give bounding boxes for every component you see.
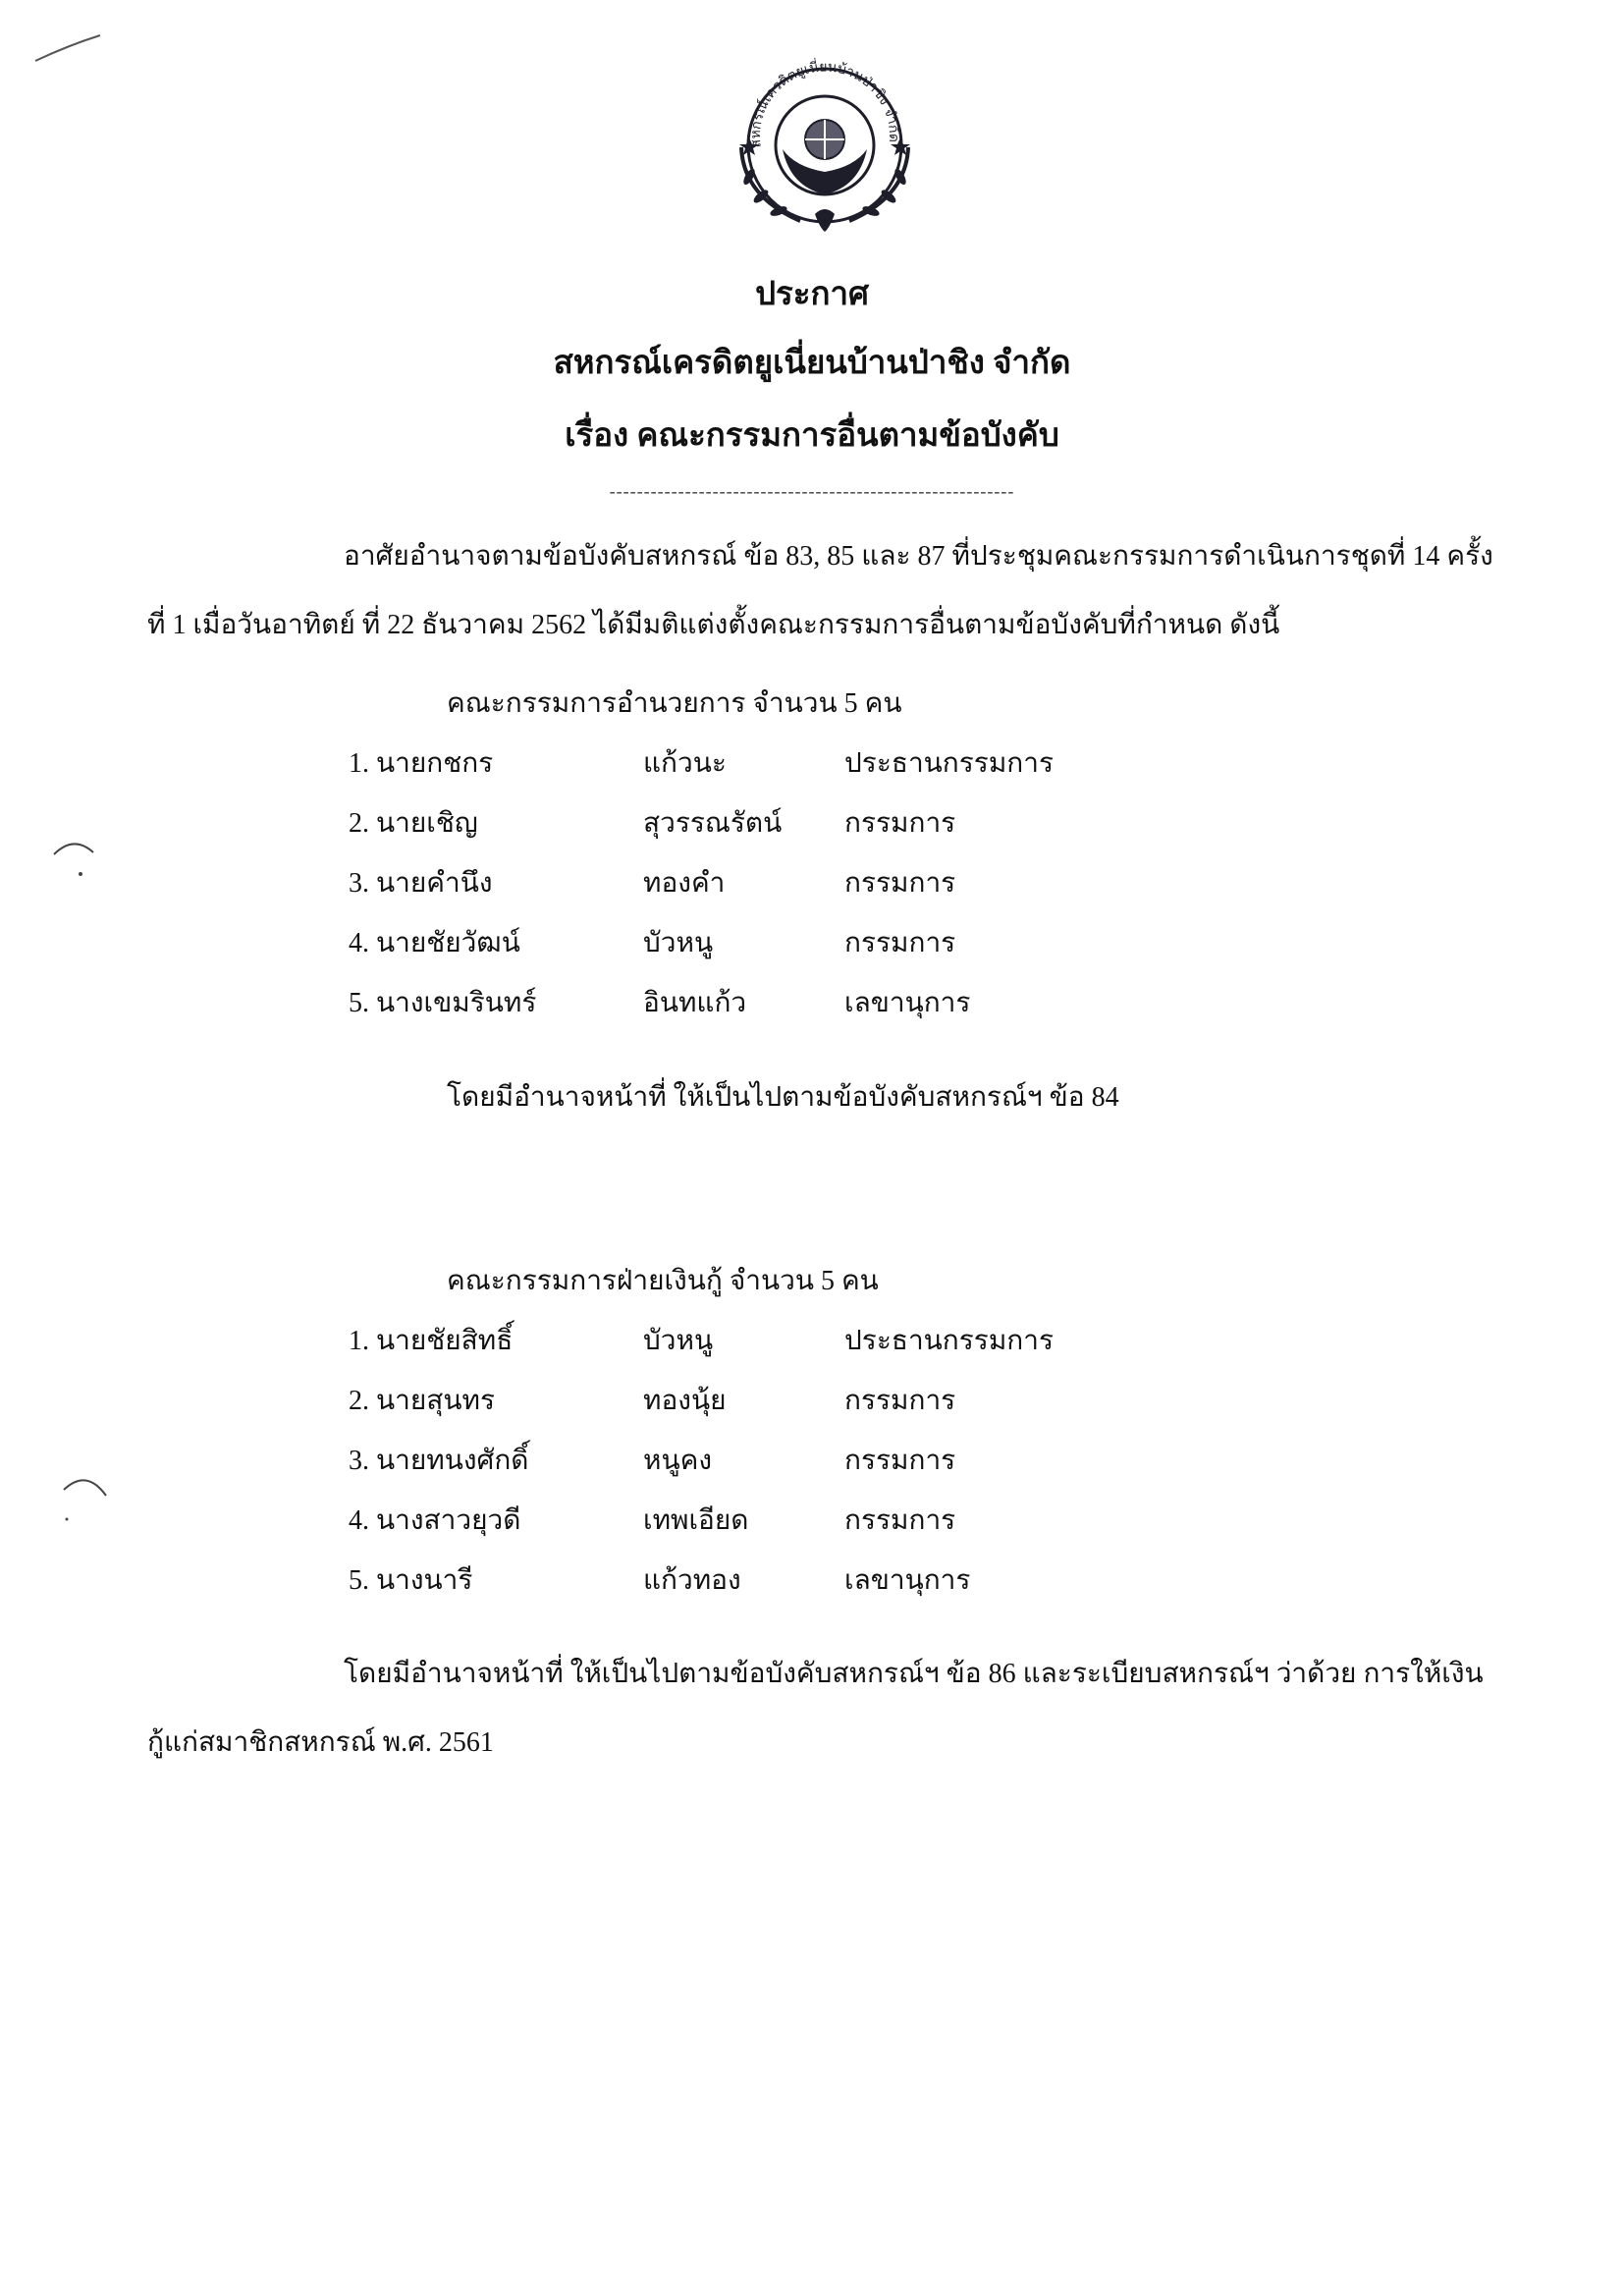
member-surname: หนูคง	[643, 1446, 712, 1476]
member-role: กรรมการ	[844, 1446, 956, 1476]
member-surname: แก้วทอง	[643, 1565, 741, 1596]
announcement-heading: ประกาศ	[755, 277, 869, 312]
member-role: กรรมการ	[844, 928, 956, 958]
member-surname: สุวรรณรัตน์	[643, 808, 783, 839]
member-role: ประธานกรรมการ	[844, 1326, 1055, 1356]
member-role: กรรมการ	[844, 808, 956, 839]
member-role: กรรมการ	[844, 1386, 956, 1416]
pen-stroke-mark	[29, 29, 108, 69]
subject-line: เรื่อง คณะกรรมการอื่นตามข้อบังคับ	[565, 418, 1059, 454]
organization-name: สหกรณ์เครดิตยูเนี่ยนบ้านป่าชิง จำกัด	[553, 346, 1071, 381]
member-surname: แก้วนะ	[643, 748, 727, 779]
member-role: กรรมการ	[844, 868, 956, 899]
member-role: เลขานุการ	[844, 988, 971, 1018]
member-surname: บัวหนู	[643, 928, 714, 958]
seal-ring-text: สหกรณ์เครดิตยูเนี่ยนบ้านป่าชิง จำกัด	[747, 59, 902, 149]
member-name: 3. นายทนงศักดิ์	[349, 1446, 529, 1476]
member-surname: อินทแก้ว	[643, 988, 747, 1018]
member-surname: บัวหนู	[643, 1326, 714, 1356]
member-name: 5. นางนารี	[349, 1565, 473, 1596]
member-surname: เทพเอียด	[643, 1505, 749, 1536]
member-name: 2. นายสุนทร	[349, 1386, 495, 1416]
member-name: 1. นายกชกร	[349, 748, 494, 779]
intro-paragraph	[147, 522, 1497, 660]
punch-hole-top	[49, 835, 108, 884]
intro-text: อาศัยอำนาจตามข้อบังคับสหกรณ์ ข้อ 83, 85 และ 87 ที่ประชุมคณะกรรมการดำเนินการชุดที่ 14 ครั้งที่ 1 เมื่อวันอาทิตย์ ที่ 22 ธันวาคม 2562 ได้มีมติแต่งตั้งคณะกรรมการอื่นตามข้อบังคับที่กำหนด ดังนี้	[147, 541, 1493, 640]
member-name: 2. นายเชิญ	[349, 808, 478, 839]
member-name: 1. นายชัยสิทธิ์	[349, 1326, 514, 1356]
member-surname: ทองคำ	[643, 868, 726, 899]
member-name: 5. นางเขมรินทร์	[349, 988, 537, 1018]
member-role: ประธานกรรมการ	[844, 748, 1055, 779]
member-name: 4. นางสาวยุวดี	[349, 1505, 521, 1536]
member-name: 3. นายคำนึง	[349, 868, 493, 899]
separator-rule: -----------------------------------------------------------	[609, 481, 1015, 501]
punch-hole-bottom	[59, 1468, 118, 1527]
member-role: กรรมการ	[844, 1505, 956, 1536]
member-role: เลขานุการ	[844, 1565, 971, 1596]
committee-title: คณะกรรมการฝ่ายเงินกู้ จำนวน 5 คน	[447, 1266, 879, 1296]
committee-title: คณะกรรมการอำนวยการ จำนวน 5 คน	[447, 688, 902, 719]
committee-duty-paragraph	[147, 1640, 1497, 1777]
cooperative-seal-logo	[722, 39, 928, 236]
member-name: 4. นายชัยวัฒน์	[349, 928, 520, 958]
committee-duty-note: โดยมีอำนาจหน้าที่ ให้เป็นไปตามข้อบังคับสหกรณ์ฯ ข้อ 84	[447, 1082, 1119, 1113]
member-surname: ทองนุ้ย	[643, 1386, 727, 1416]
committee-duty-note: โดยมีอำนาจหน้าที่ ให้เป็นไปตามข้อบังคับสหกรณ์ฯ ข้อ 86 และระเบียบสหกรณ์ฯ ว่าด้วย การให้เงินกู้แก่สมาชิกสหกรณ์ พ.ศ. 2561	[147, 1659, 1484, 1758]
